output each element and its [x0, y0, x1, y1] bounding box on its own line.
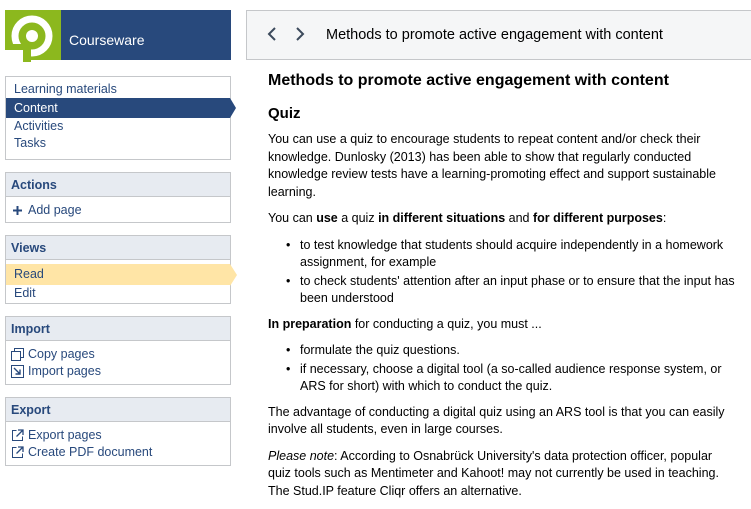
courseware-logo-icon [5, 10, 61, 60]
import-pages-label: Import pages [28, 364, 101, 378]
previous-page-button[interactable] [258, 27, 286, 44]
bold-run: use [316, 211, 338, 225]
text-run: You can [268, 211, 317, 225]
page-title: Methods to promote active engagement with content [326, 27, 663, 43]
create-pdf-button[interactable] [6, 444, 230, 461]
text-run: a quiz [337, 211, 379, 225]
import-widget [5, 316, 231, 385]
bold-run: In preparation [268, 316, 352, 331]
next-page-button[interactable] [286, 27, 314, 44]
bold-run: in different situations [378, 211, 506, 225]
content-subheading: Quiz [268, 105, 301, 122]
export-pages-button[interactable] [6, 427, 230, 444]
nav-tasks[interactable]: Tasks [14, 136, 46, 150]
purposes-list [300, 237, 738, 308]
view-read[interactable]: Read [6, 264, 230, 285]
italic-run: Please note [268, 448, 335, 463]
content-heading: Methods to promote active engagement with content [268, 72, 669, 89]
actions-title: Actions [6, 173, 230, 197]
import-pages-button[interactable] [6, 363, 230, 380]
brand-header [5, 10, 231, 60]
add-page-button[interactable] [6, 202, 230, 219]
copy-pages-label: Copy pages [28, 347, 95, 361]
paragraph-advantage: The advantage of conducting a digital quiz using an ARS tool is that you can easily involve all students, even in large courses. [268, 404, 725, 436]
paragraph-preparation [268, 316, 738, 334]
text-run: for conducting a quiz, you must ... [351, 316, 542, 331]
list-item: • formulate the quiz questions. [300, 342, 738, 360]
copy-pages-button[interactable] [6, 346, 230, 363]
external-link-icon [10, 446, 24, 460]
plus-icon [10, 204, 24, 218]
views-title: Views [6, 236, 230, 260]
nav-activities[interactable]: Activities [14, 119, 64, 133]
list-item: • to test knowledge that students should acquire independently in a homework assignment, for example [300, 237, 738, 272]
view-edit[interactable]: Edit [14, 286, 36, 300]
nav-content[interactable]: Content [6, 98, 230, 118]
text-run: and [505, 211, 533, 225]
list-item: • if necessary, choose a digital tool (a so-called audience response system, or ARS for short) with which to conduct the quiz. [300, 361, 738, 396]
paragraph-intro: You can use a quiz to encourage students to repeat content and/or check their knowledge. Dunlosky (2013) has been able to show that regularly conducted knowledge review tests have a learning-promoting effect and support sustainable learning. [268, 132, 716, 199]
export-title: Export [6, 398, 230, 422]
chevron-right-icon [295, 27, 305, 44]
copy-icon [10, 348, 24, 362]
chevron-left-icon [267, 27, 277, 44]
import-title: Import [6, 317, 230, 341]
add-page-label: Add page [28, 203, 82, 217]
nav-learning-materials[interactable]: Learning materials [14, 82, 117, 96]
external-link-icon [10, 429, 24, 443]
paragraph-purposes [268, 210, 738, 228]
list-item: • to check students' attention after an input phase or to ensure that the input has been understood [300, 273, 738, 308]
import-icon [10, 365, 24, 379]
create-pdf-label: Create PDF document [28, 445, 153, 459]
bold-run: for different purposes [532, 211, 663, 225]
export-widget [5, 397, 231, 466]
actions-widget [5, 172, 231, 223]
views-widget [5, 235, 231, 304]
export-pages-label: Export pages [28, 428, 102, 442]
nav-widget [5, 76, 231, 160]
text-run: : [662, 211, 667, 225]
content-header [246, 10, 751, 60]
paragraph-note [268, 448, 738, 501]
app-title: Courseware [69, 32, 145, 48]
page-content [268, 70, 738, 509]
text-run: : According to Osnabrück University's data protection officer, popular quiz tools such as Mentimeter and Kahoot! may not currently be used in teaching. The Stud.IP feature Cliqr offers an alternative. [268, 448, 719, 498]
preparation-list [300, 342, 738, 396]
sidebar [5, 10, 231, 466]
